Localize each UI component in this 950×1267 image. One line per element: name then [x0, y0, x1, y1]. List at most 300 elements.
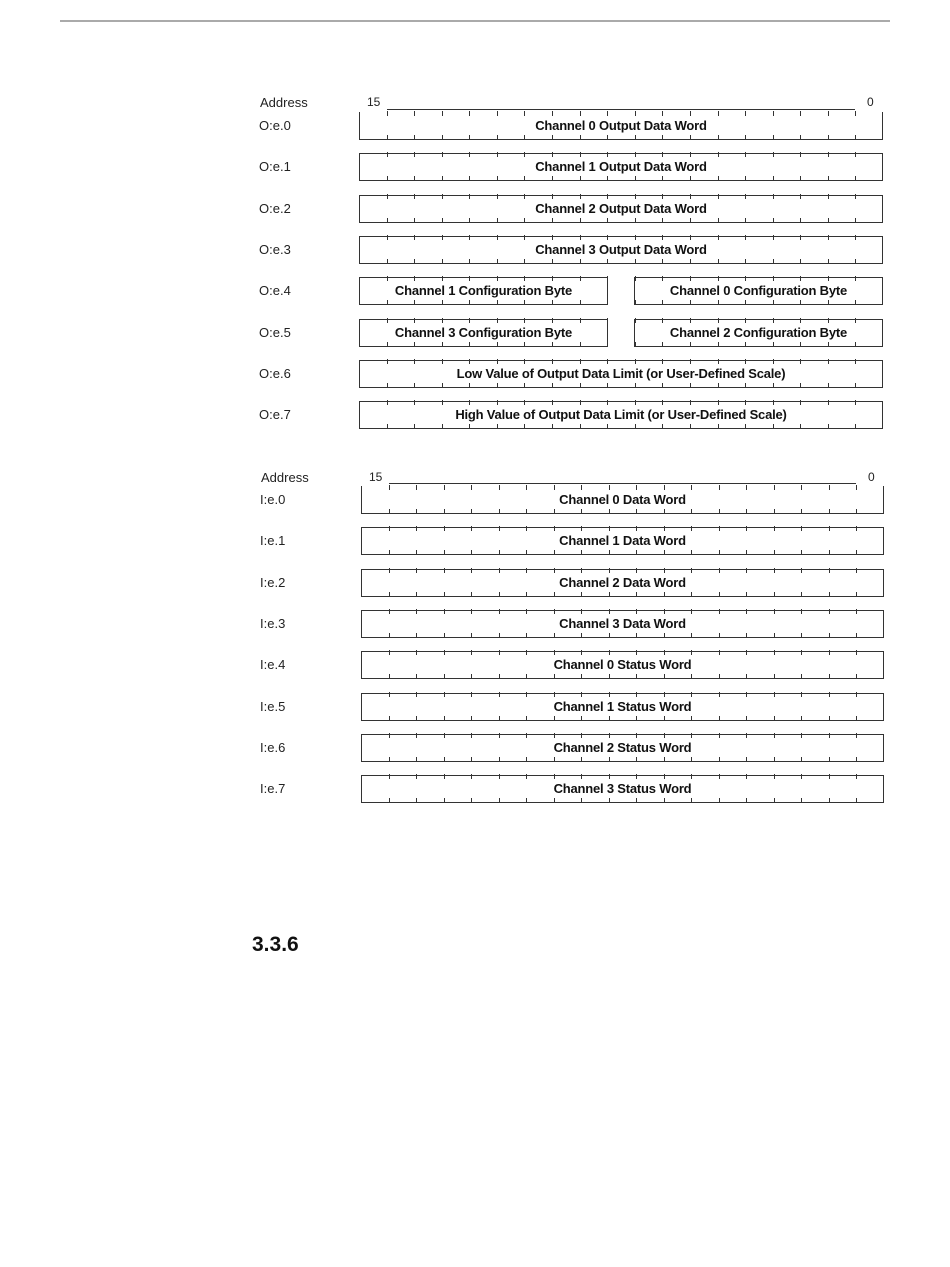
bit-tick — [499, 526, 500, 531]
bit-tick — [526, 568, 527, 573]
bit-tick — [746, 550, 747, 555]
bit-tick — [499, 509, 500, 514]
bit-tick — [444, 650, 445, 655]
bit-tick — [389, 674, 390, 679]
bit-tick — [416, 692, 417, 697]
bit-tick — [856, 609, 857, 614]
bit-tick — [416, 592, 417, 597]
register-field-label: Channel 0 Status Word — [553, 657, 692, 673]
bit-tick — [774, 592, 775, 597]
bit-tick — [471, 774, 472, 779]
register-field-label: Channel 3 Status Word — [553, 781, 692, 797]
bit-tick — [774, 650, 775, 655]
bit-tick — [856, 509, 857, 514]
bit-tick — [389, 485, 390, 490]
bit-tick — [746, 509, 747, 514]
row-address: O:e.0 — [259, 118, 291, 133]
bit-tick — [691, 716, 692, 721]
bit-tick — [691, 650, 692, 655]
bit-tick — [554, 550, 555, 555]
register-field-label: Channel 2 Output Data Word — [535, 200, 707, 216]
bit-15-label: 15 — [367, 95, 381, 109]
address-header: Address — [260, 95, 308, 110]
bit-tick — [526, 526, 527, 531]
bit-tick — [856, 650, 857, 655]
bit-tick — [444, 485, 445, 490]
bit-tick — [691, 592, 692, 597]
bit-tick — [719, 716, 720, 721]
bit-tick — [746, 757, 747, 762]
bit-tick — [664, 774, 665, 779]
bit-tick — [554, 568, 555, 573]
bit-tick — [774, 674, 775, 679]
bit-tick — [389, 609, 390, 614]
bit-tick — [444, 716, 445, 721]
bit-tick — [719, 650, 720, 655]
bit-tick — [856, 568, 857, 573]
bit-tick — [444, 526, 445, 531]
bit-tick — [664, 716, 665, 721]
register-field-label: Channel 3 Data Word — [559, 615, 686, 631]
bit-tick — [499, 716, 500, 721]
bit-tick — [691, 633, 692, 638]
bit-tick — [746, 674, 747, 679]
bit-tick — [554, 633, 555, 638]
bit-tick — [664, 509, 665, 514]
bit-tick — [554, 526, 555, 531]
bit-tick — [829, 757, 830, 762]
bit-tick — [801, 609, 802, 614]
row-address: I:e.1 — [260, 533, 286, 549]
row-address: O:e.1 — [259, 159, 291, 175]
bit-tick — [554, 774, 555, 779]
bit-tick — [526, 733, 527, 738]
bit-tick — [636, 592, 637, 597]
bit-tick — [774, 757, 775, 762]
bit-range-left-edge — [361, 486, 362, 514]
bit-tick — [554, 592, 555, 597]
bit-tick — [719, 485, 720, 490]
bit-tick — [801, 774, 802, 779]
register-field-label: Low Value of Output Data Limit (or User-Defined Scale) — [456, 365, 786, 381]
bit-tick — [664, 592, 665, 597]
bit-tick — [499, 485, 500, 490]
bit-tick — [829, 650, 830, 655]
register-field-label: Channel 2 Data Word — [559, 574, 686, 590]
bit-tick — [471, 757, 472, 762]
bit-tick — [554, 509, 555, 514]
bit-tick — [471, 633, 472, 638]
bit-range-right-edge — [883, 486, 884, 514]
bit-tick — [389, 716, 390, 721]
bit-tick — [774, 798, 775, 803]
bit-tick — [774, 485, 775, 490]
bit-tick — [389, 757, 390, 762]
bit-tick — [801, 757, 802, 762]
bit-tick — [691, 568, 692, 573]
bit-tick — [581, 550, 582, 555]
bit-tick — [389, 733, 390, 738]
bit-tick — [801, 633, 802, 638]
bit-tick — [471, 592, 472, 597]
bit-tick — [416, 609, 417, 614]
bit-tick — [444, 692, 445, 697]
bit-tick — [416, 674, 417, 679]
bit-tick — [554, 650, 555, 655]
bit-tick — [416, 774, 417, 779]
bit-tick — [444, 550, 445, 555]
bit-tick — [691, 485, 692, 490]
row-address: O:e.2 — [259, 200, 291, 216]
bit-tick — [471, 692, 472, 697]
row-address: I:e.6 — [260, 739, 286, 755]
bit-tick — [636, 774, 637, 779]
bit-tick — [774, 716, 775, 721]
bit-tick — [581, 674, 582, 679]
bit-tick — [856, 716, 857, 721]
bit-tick — [636, 798, 637, 803]
register-field-label: Channel 1 Data Word — [559, 533, 686, 549]
bit-tick — [636, 674, 637, 679]
bit-tick — [636, 509, 637, 514]
bit-tick — [609, 509, 610, 514]
bit-tick — [581, 692, 582, 697]
bit-tick — [416, 733, 417, 738]
row-address: I:e.7 — [260, 781, 286, 797]
register-low-byte-label: Channel 2 Configuration Byte — [669, 324, 848, 340]
bit-tick — [554, 798, 555, 803]
bit-tick — [416, 485, 417, 490]
bit-tick — [829, 485, 830, 490]
row-address: I:e.4 — [260, 657, 286, 673]
bit-tick — [581, 509, 582, 514]
bit-tick — [416, 509, 417, 514]
bit-tick — [609, 609, 610, 614]
bit-tick — [719, 798, 720, 803]
bit-tick — [746, 774, 747, 779]
bit-tick — [801, 485, 802, 490]
bit-tick — [499, 733, 500, 738]
bit-tick — [554, 733, 555, 738]
bit-tick — [664, 485, 665, 490]
bit-tick — [471, 526, 472, 531]
bit-tick — [444, 609, 445, 614]
bit-0-label: 0 — [868, 470, 875, 484]
bit-tick — [691, 774, 692, 779]
bit-tick — [526, 650, 527, 655]
address-header: Address — [261, 470, 309, 485]
bit-tick — [856, 633, 857, 638]
bit-tick — [471, 733, 472, 738]
bit-tick — [499, 633, 500, 638]
bit-tick — [829, 798, 830, 803]
bit-tick — [719, 633, 720, 638]
row-address: I:e.0 — [260, 492, 286, 507]
bit-tick — [746, 485, 747, 490]
bit-tick — [636, 733, 637, 738]
bit-tick — [581, 609, 582, 614]
bit-tick — [581, 485, 582, 490]
bit-tick — [581, 592, 582, 597]
bit-tick — [416, 568, 417, 573]
bit-tick — [801, 674, 802, 679]
bit-tick — [664, 550, 665, 555]
bit-tick — [444, 774, 445, 779]
bit-tick — [471, 716, 472, 721]
register-high-byte-label: Channel 1 Configuration Byte — [394, 283, 573, 299]
bit-tick — [691, 526, 692, 531]
bit-tick — [526, 592, 527, 597]
bit-tick — [664, 568, 665, 573]
bit-tick — [526, 774, 527, 779]
bit-tick — [416, 526, 417, 531]
bit-tick — [746, 568, 747, 573]
bit-tick — [691, 757, 692, 762]
bit-tick — [581, 716, 582, 721]
bit-tick — [856, 485, 857, 490]
bit-tick — [444, 509, 445, 514]
bit-tick — [581, 568, 582, 573]
bit-tick — [746, 609, 747, 614]
bit-tick — [499, 674, 500, 679]
bit-tick — [774, 526, 775, 531]
bit-tick — [389, 592, 390, 597]
register-field-label: Channel 1 Output Data Word — [535, 159, 707, 175]
bit-tick — [636, 692, 637, 697]
bit-tick — [636, 485, 637, 490]
bit-tick — [499, 757, 500, 762]
bit-tick — [444, 757, 445, 762]
bit-tick — [774, 609, 775, 614]
bit-tick — [526, 633, 527, 638]
row-address: O:e.3 — [259, 241, 291, 257]
bit-tick — [691, 674, 692, 679]
bit-tick — [609, 550, 610, 555]
bit-tick — [609, 592, 610, 597]
bit-tick — [774, 733, 775, 738]
bit-tick — [856, 550, 857, 555]
bit-tick — [719, 609, 720, 614]
bit-tick — [581, 633, 582, 638]
bit-tick — [389, 798, 390, 803]
bit-tick — [416, 650, 417, 655]
bit-tick — [774, 692, 775, 697]
bit-tick — [609, 650, 610, 655]
bit-tick — [389, 509, 390, 514]
bit-tick — [526, 798, 527, 803]
bit-tick — [664, 650, 665, 655]
section-heading: 3.3.6 — [252, 933, 299, 956]
bit-tick — [416, 716, 417, 721]
bit-tick — [581, 526, 582, 531]
bit-tick — [499, 592, 500, 597]
bit-tick — [389, 692, 390, 697]
bit-tick — [471, 650, 472, 655]
bit-tick — [471, 798, 472, 803]
bit-tick — [691, 509, 692, 514]
bit-tick — [856, 526, 857, 531]
bit-tick — [499, 774, 500, 779]
bit-tick — [499, 568, 500, 573]
bit-tick — [471, 674, 472, 679]
bit-tick — [471, 568, 472, 573]
bit-tick — [829, 733, 830, 738]
bit-tick — [691, 733, 692, 738]
bit-tick — [609, 526, 610, 531]
bit-tick — [829, 568, 830, 573]
bit-tick — [444, 592, 445, 597]
bit-tick — [856, 798, 857, 803]
bit-tick — [581, 798, 582, 803]
bit-tick — [471, 509, 472, 514]
bit-tick — [581, 757, 582, 762]
bit-tick — [856, 774, 857, 779]
bit-tick — [554, 716, 555, 721]
bit-tick — [389, 774, 390, 779]
bit-tick — [664, 757, 665, 762]
bit-tick — [444, 798, 445, 803]
bit-tick — [444, 733, 445, 738]
bit-tick — [719, 550, 720, 555]
bit-tick — [746, 692, 747, 697]
bit-tick — [719, 774, 720, 779]
bit-tick — [526, 609, 527, 614]
row-address: O:e.5 — [259, 324, 291, 340]
register-field-label: High Value of Output Data Limit (or User-Defined Scale) — [455, 407, 787, 423]
bit-tick — [609, 798, 610, 803]
bit-tick — [609, 485, 610, 490]
bit-tick — [719, 733, 720, 738]
bit-tick — [526, 550, 527, 555]
bit-tick — [856, 674, 857, 679]
bit-tick — [829, 526, 830, 531]
bit-tick — [829, 592, 830, 597]
bit-tick — [554, 609, 555, 614]
bit-tick — [801, 716, 802, 721]
bit-tick — [664, 798, 665, 803]
bit-tick — [499, 550, 500, 555]
bit-tick — [801, 509, 802, 514]
bit-tick — [416, 798, 417, 803]
row-address: O:e.7 — [259, 407, 291, 423]
bit-tick — [801, 568, 802, 573]
row-address: I:e.2 — [260, 574, 286, 590]
bit-tick — [609, 757, 610, 762]
bit-tick — [719, 592, 720, 597]
bit-tick — [554, 757, 555, 762]
bit-tick — [471, 550, 472, 555]
bit-tick — [719, 526, 720, 531]
bit-tick — [801, 650, 802, 655]
bit-tick — [609, 733, 610, 738]
bit-tick — [829, 633, 830, 638]
bit-tick — [526, 692, 527, 697]
bit-tick — [774, 774, 775, 779]
bit-tick — [664, 526, 665, 531]
row-address: I:e.5 — [260, 698, 286, 714]
bit-tick — [636, 609, 637, 614]
bit-tick — [801, 550, 802, 555]
bit-tick — [499, 692, 500, 697]
bit-tick — [389, 526, 390, 531]
bit-tick — [664, 609, 665, 614]
bit-tick — [691, 692, 692, 697]
bit-tick — [664, 733, 665, 738]
bit-tick — [719, 568, 720, 573]
bit-tick — [444, 633, 445, 638]
bit-tick — [719, 757, 720, 762]
bit-tick — [774, 568, 775, 573]
bit-15-label: 15 — [369, 470, 383, 484]
bit-tick — [581, 650, 582, 655]
bit-tick — [774, 633, 775, 638]
bit-tick — [664, 633, 665, 638]
row-address: O:e.4 — [259, 283, 291, 299]
bit-tick — [526, 716, 527, 721]
bit-range-bracket — [389, 483, 856, 484]
bit-tick — [609, 774, 610, 779]
bit-tick — [389, 568, 390, 573]
bit-tick — [636, 526, 637, 531]
bit-tick — [856, 757, 857, 762]
bit-tick — [499, 650, 500, 655]
bit-tick — [801, 592, 802, 597]
bit-tick — [774, 509, 775, 514]
bit-tick — [829, 692, 830, 697]
row-address: O:e.6 — [259, 365, 291, 381]
bit-tick — [691, 609, 692, 614]
bit-tick — [801, 733, 802, 738]
register-field-label: Channel 3 Output Data Word — [535, 241, 707, 257]
bit-tick — [746, 592, 747, 597]
row-address: I:e.3 — [260, 615, 286, 631]
bit-tick — [389, 633, 390, 638]
bit-tick — [471, 609, 472, 614]
bit-tick — [416, 633, 417, 638]
bit-tick — [526, 509, 527, 514]
bit-tick — [829, 674, 830, 679]
bit-tick — [444, 568, 445, 573]
register-field-label: Channel 0 Output Data Word — [535, 118, 707, 133]
bit-tick — [856, 692, 857, 697]
bit-tick — [499, 798, 500, 803]
bit-tick — [746, 733, 747, 738]
bit-tick — [719, 509, 720, 514]
bit-tick — [554, 692, 555, 697]
bit-tick — [691, 798, 692, 803]
bit-tick — [416, 757, 417, 762]
bit-tick — [801, 692, 802, 697]
register-low-byte-label: Channel 0 Configuration Byte — [669, 283, 848, 299]
bit-tick — [691, 550, 692, 555]
bit-tick — [554, 485, 555, 490]
bit-tick — [801, 526, 802, 531]
bit-tick — [554, 674, 555, 679]
bit-tick — [829, 609, 830, 614]
bit-tick — [829, 550, 830, 555]
bit-tick — [636, 716, 637, 721]
bit-tick — [856, 733, 857, 738]
bit-tick — [526, 757, 527, 762]
bit-tick — [471, 485, 472, 490]
bit-tick — [636, 650, 637, 655]
bit-tick — [609, 692, 610, 697]
bit-tick — [636, 568, 637, 573]
bit-tick — [444, 674, 445, 679]
bit-tick — [581, 733, 582, 738]
bit-tick — [829, 774, 830, 779]
bit-tick — [664, 674, 665, 679]
